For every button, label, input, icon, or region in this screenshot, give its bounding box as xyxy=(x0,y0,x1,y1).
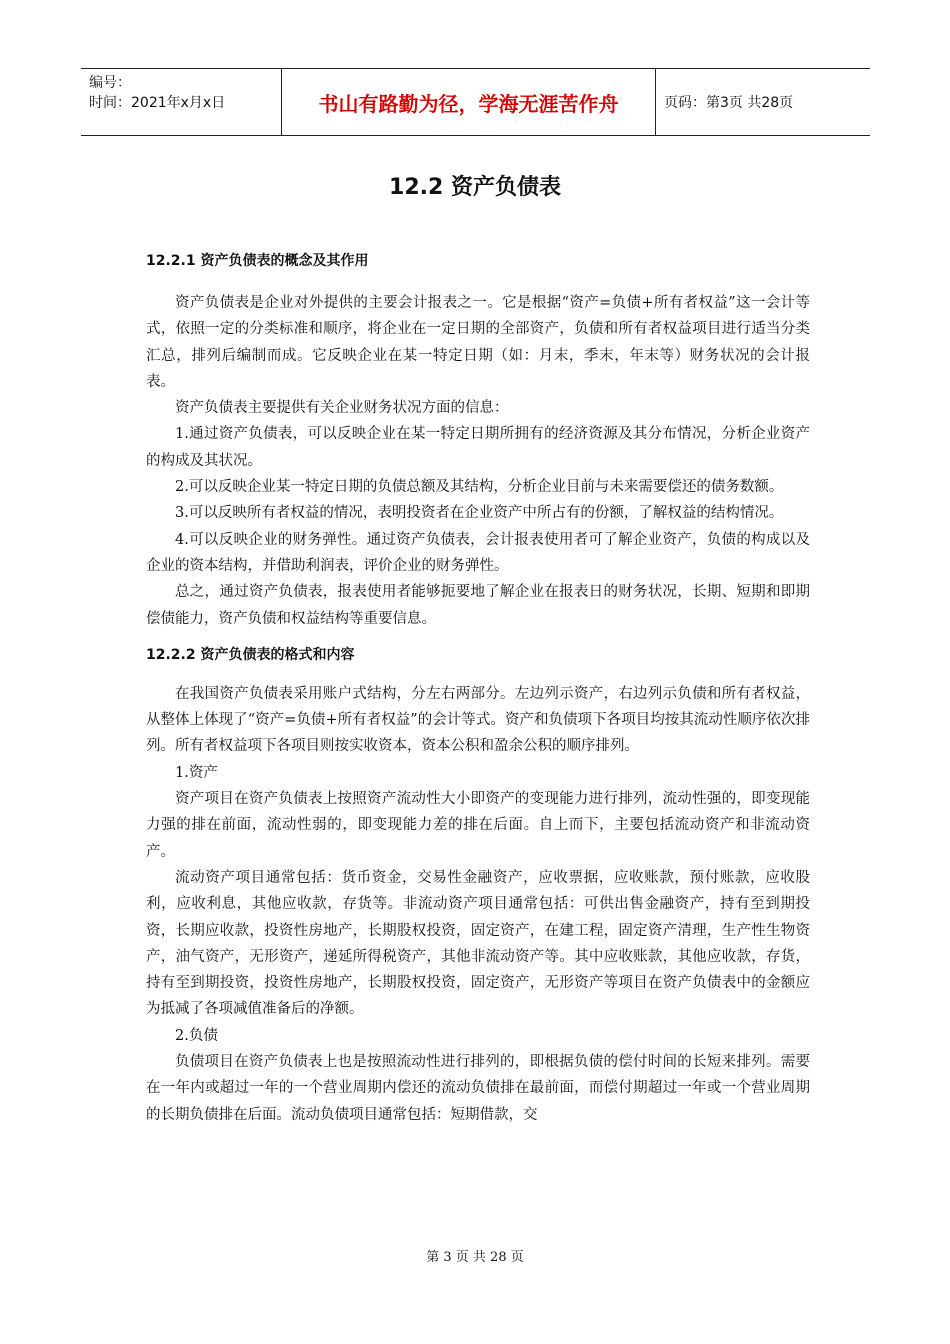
paragraph: 流动资产项目通常包括：货币资金，交易性金融资产，应收票据，应收账款，预付账款，应收股利，应收利息，其他应收款，存货等。非流动资产项目通常包括：可供出售金融资产，持有至到期投资，长期应收款，投资性房地产，长期股权投资，固定资产，在建工程，固定资产清理，生产性生物资产，油气资产，无形资产，递延所得税资产，其他非流动资产等。其中应收账款，其他应收款，存货，持有至到期投资，投资性房地产，长期股权投资，固定资产，无形资产等项目在资产负债表中的金额应为抵减了各项减值准备后的净额。 xyxy=(146,869,810,1018)
page-info: 页码：第3页 共28页 xyxy=(664,95,794,111)
number-label: 编号： xyxy=(89,75,131,91)
subheading: 1.资产 xyxy=(175,764,218,781)
document-body xyxy=(146,250,810,1128)
paragraph: 资产负债表是企业对外提供的主要会计报表之一。它是根据“资产=负债+所有者权益”这一会计等式，依照一定的分类标准和顺序，将企业在一定日期的全部资产，负债和所有者权益项目进行适当分类汇总，排列后编制而成。它反映企业在某一特定日期（如：月末，季末，年末等）财务状况的会计报表。 xyxy=(146,295,810,390)
list-item: 2.可以反映企业某一特定日期的负债总额及其结构，分析企业目前与未来需要偿还的债务数额。 xyxy=(175,479,784,496)
section-heading-1: 12.2.1 资产负债表的概念及其作用 xyxy=(146,253,369,269)
paragraph: 资产负债表主要提供有关企业财务状况方面的信息： xyxy=(175,400,509,417)
time-label: 时间：2021年x月x日 xyxy=(89,95,226,111)
list-item: 3.可以反映所有者权益的情况，表明投资者在企业资产中所占有的份额，了解权益的结构情况。 xyxy=(175,505,784,522)
paragraph: 资产项目在资产负债表上按照资产流动性大小即资产的变现能力进行排列，流动性强的，即变现能力强的排在前面，流动性弱的，即变现能力差的排在后面。自上而下，主要包括流动资产和非流动资产。 xyxy=(146,791,810,860)
header-meta xyxy=(81,69,281,135)
paragraph: 负债项目在资产负债表上也是按照流动性进行排列的，即根据负债的偿付时间的长短来排列。需要在一年内或超过一年的一个营业周期内偿还的流动负债排在最前面，而偿付期超过一年或一个营业周期的长期负债排在后面。流动负债项目通常包括：短期借款，交 xyxy=(146,1054,810,1123)
page-title: 12.2 资产负债表 xyxy=(389,175,561,200)
motto: 书山有路勤为径，学海无涯苦作舟 xyxy=(281,69,656,135)
subheading: 2.负债 xyxy=(175,1027,218,1044)
list-item: 1.通过资产负债表，可以反映企业在某一特定日期所拥有的经济资源及其分布情况，分析企业资产的构成及其状况。 xyxy=(146,426,810,469)
page-header xyxy=(81,68,870,136)
list-item: 4.可以反映企业的财务弹性。通过资产负债表，会计报表使用者可了解企业资产，负债的构成以及企业的资本结构，并借助利润表，评价企业的财务弹性。 xyxy=(146,531,810,574)
paragraph: 总之，通过资产负债表，报表使用者能够扼要地了解企业在报表日的财务状况，长期、短期和即期偿债能力，资产负债和权益结构等重要信息。 xyxy=(146,584,810,627)
section-heading-2: 12.2.2 资产负债表的格式和内容 xyxy=(146,646,355,663)
page-footer: 第 3 页 共 28 页 xyxy=(426,1250,524,1265)
paragraph: 在我国资产负债表采用账户式结构，分左右两部分。左边列示资产，右边列示负债和所有者权益，从整体上体现了“资产=负债+所有者权益”的会计等式。资产和负债项下各项目均按其流动性顺序依次排列。所有者权益项下各项目则按实收资本，资本公积和盈余公积的顺序排列。 xyxy=(146,685,810,755)
